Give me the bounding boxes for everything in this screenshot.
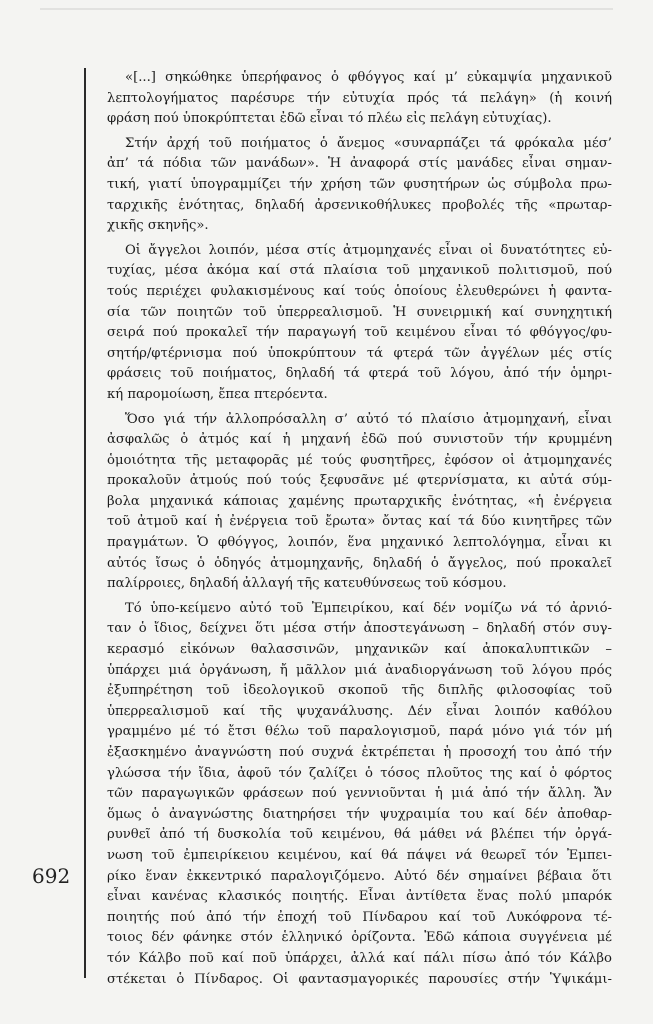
text-line: γραμμένο μέ τό ἔτσι θέλω τοῦ παραλογισμοῦ, παρά μόνο γιά τόν μή [107, 724, 612, 740]
text-line: ποιητής πού ἀπό τήν ἐποχή τοῦ Πίνδαρου καί τοῦ Λυκόφρονα τέ- [107, 909, 612, 925]
text-line: λεπτολογήματος παρέσυρε τήν εὐτυχία πρός τά πελάγη» (ἡ κοινή [107, 90, 612, 106]
text-line: φράση πού ὑποκρύπτεται ἐδῶ εἶναι τό πλέω εἰς πελάγη εὐτυχίας). [107, 111, 552, 127]
text-line: σητήρ/φτέρνισμα πού ὑποκρύπτουν τά φτερά τῶν ἀγγέλων μές στίς [107, 345, 612, 361]
text-line: τική, γιατί ὑπογραμμίζει τήν χρήση τῶν φυσητήρων ὡς σύμβολα πρω- [107, 176, 612, 192]
text-line: ταν ὁ ἴδιος, δείχνει ὅτι μέσα στήν ἀποστεγάνωση – δηλαδή στόν συγ- [107, 621, 612, 637]
text-line: Τό ὑπο-κείμενο αὐτό τοῦ Ἐμπειρίκου, καί δέν νομίζω νά τό ἀρνιό- [125, 600, 612, 616]
margin-rule [84, 68, 86, 978]
text-line: παλίρροιες, δηλαδή ἀλλαγή τῆς κατευθύνσεως τοῦ κόσμου. [107, 576, 507, 592]
text-line: «[...] σηκώθηκε ὑπερήφανος ὁ φθόγγος καί μ’ εὐκαμψία μηχανικοῦ [125, 70, 612, 85]
text-line: κή παρομοίωση, ἔπεα πτερόεντα. [107, 386, 328, 402]
paragraph [107, 68, 612, 130]
text-line: φράσεις τοῦ ποιήματος, δηλαδή τά φτερά τοῦ λόγου, ἀπό τήν ὁμηρι- [107, 366, 612, 382]
text-line: τῶν παραγωγικῶν φράσεων πού γεννιοῦνται ἡ μιά ἀπό τήν ἄλλη. Ἄν [107, 786, 612, 802]
text-line: εἶναι κανένας κλασικός ποιητής. Εἶναι ἀντίθετα ἕνας πολύ μπαρόκ [107, 889, 612, 905]
text-line: στέκεται ὁ Πίνδαρος. Οἱ φαντασμαγορικές παρουσίες στήν Ὑψικάμι- [107, 971, 612, 987]
text-line: κερασμό εἰκόνων θαλασσινῶν, μηχανικῶν καί ἀποκαλυπτικῶν – [107, 642, 612, 658]
text-line: ἐξυπηρέτηση τοῦ ἰδεολογικοῦ σκοποῦ τῆς διπλῆς φιλοσοφίας τοῦ [107, 683, 612, 699]
text-line: πραγμάτων. Ὁ φθόγγος, λοιπόν, ἕνα μηχανικό λεπτολόγημα, εἶναι κι [107, 535, 612, 551]
text-line: τούς περιέχει φυλακισμένους καί τούς ὁποίους ἐλευθερώνει ἡ φαντα- [107, 283, 612, 299]
text-line: ἀσφαλῶς ὁ ἀτμός καί ἡ μηχανή ἐδῶ πού συνιστοῦν τήν κρυμμένη [107, 432, 612, 448]
text-line: σία τῶν ποιητῶν τοῦ ὑπερρεαλισμοῦ. Ἡ συνειρμική καί συνηχητική [107, 304, 612, 320]
text-line: Ὅσο γιά τήν ἀλλοπρόσαλλη σ’ αὐτό τό πλαίσιο ἀτμομηχανή, εἶναι [125, 411, 612, 427]
text-line: ὑπάρχει μιά ὀργάνωση, ἤ μᾶλλον μιά ἀναδιοργάνωση τοῦ λόγου πρός [107, 662, 612, 678]
text-line: ἐξασκημένο ἀναγνώστη πού συχνά ἐκτρέπεται ἡ προσοχή του ἀπό τήν [107, 745, 612, 760]
text-line: ὅμως ὁ ἀναγνώστης διατηρήσει τήν ψυχραιμία του καί δέν ἀποθαρ- [107, 806, 612, 822]
paragraph [107, 241, 612, 406]
page-number: 692 [32, 864, 71, 888]
text-line: Οἱ ἄγγελοι λοιπόν, μέσα στίς ἀτμομηχανές εἶναι οἱ δυνατότητες εὐ- [125, 242, 612, 258]
page-body-text [107, 68, 612, 990]
text-line: ἀπ’ τά πόδια τῶν μανάδων». Ἡ ἀναφορά στίς μανάδες εἶναι σημαν- [107, 156, 612, 172]
paragraph [107, 134, 612, 237]
text-line: προκαλοῦν ἀτμούς πού τούς ξεφυσᾶνε μέ φτερνίσματα, κι αὐτά σύμ- [107, 473, 612, 489]
text-line: τυχίας, μέσα ἀκόμα καί στά πλαίσια τοῦ μηχανικοῦ πολιτισμοῦ, πού [107, 263, 612, 279]
text-line: ὑπερρεαλισμοῦ καί τῆς ψυχανάλυσης. Δέν εἶναι λοιπόν καθόλου [107, 703, 612, 719]
text-line: τοῦ ἀτμοῦ καί ἡ ἐνέργεια τοῦ ἔρωτα» ὄντας καί τά δύο κινητῆρες τῶν [107, 514, 612, 530]
top-edge-shadow [40, 8, 613, 10]
text-line: ρυνθεῖ ἀπό τή δυσκολία τοῦ κειμένου, θά μάθει νά βλέπει τήν ὀργά- [107, 827, 612, 843]
text-line: χικῆς σκηνῆς». [107, 218, 209, 234]
paragraph [107, 599, 612, 990]
text-line: Στήν ἀρχή τοῦ ποιήματος ὁ ἄνεμος «συναρπάζει τά φρόκαλα μέσ’ [125, 135, 612, 151]
text-line: νωση τοῦ ἐμπειρίκειου κειμένου, καί θά πάψει νά θεωρεῖ τόν Ἐμπει- [107, 847, 612, 863]
text-line: ταρχικῆς ἑνότητας, δηλαδή ἀρσενικοθήλυκες προβολές τῆς «πρωταρ- [107, 197, 612, 213]
text-line: ὁμοιότητα τῆς μεταφορᾶς μέ τούς φυσητῆρες, ἐφόσον οἱ ἀτμομηχανές [107, 452, 612, 468]
text-line: σειρά πού προκαλεῖ τήν παραγωγή τοῦ κειμένου εἶναι τό φθόγγος/φυ- [107, 325, 612, 341]
text-line: τοιος δέν φάνηκε στόν ἑλληνικό ὁρίζοντα. Ἐδῶ κάποια συγγένεια μέ [107, 930, 612, 946]
paragraph [107, 410, 612, 595]
text-line: ρίκο ἕναν ἐκκεντρικό παραλογιζόμενο. Αὐτό δέν σημαίνει βέβαια ὅτι [107, 868, 612, 884]
text-line: αὐτός ἴσως ὁ ὁδηγός ἀτμομηχανῆς, δηλαδή ὁ ἄγγελος, πού προκαλεῖ [107, 555, 612, 571]
text-line: τόν Κάλβο ποῦ καί ποῦ ὑπάρχει, ἀλλά καί πάλι πίσω ἀπό τόν Κάλβο [107, 950, 612, 966]
text-line: βολα μηχανικά κάποιας χαμένης πρωταρχικῆς ἑνότητας, «ἡ ἐνέργεια [107, 493, 612, 509]
text-line: γλώσσα τήν ἴδια, ἀφοῦ τόν ζαλίζει ὁ τόσος πλοῦτος της καί ὁ φόρτος [107, 765, 612, 781]
